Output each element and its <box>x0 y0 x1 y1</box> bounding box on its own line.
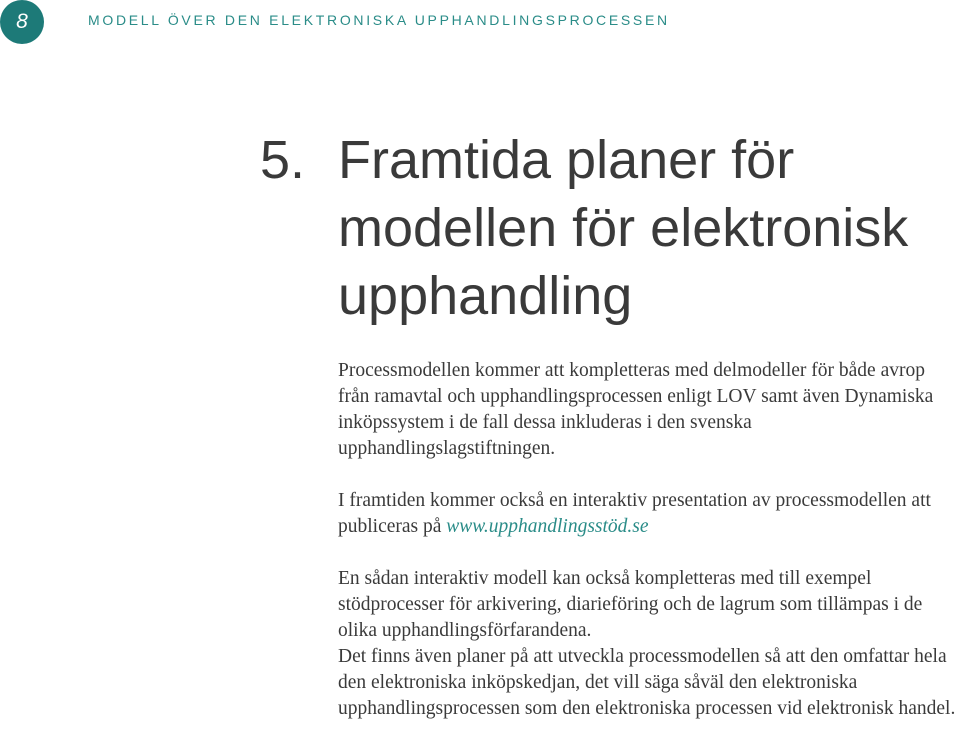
chapter-title-text-1: Framtida planer för <box>338 130 795 190</box>
paragraph-2-text: I framtiden kommer också en interaktiv presentation av processmodellen att publiceras på <box>338 490 931 537</box>
chapter-number: 5. <box>260 130 306 190</box>
paragraph-3: En sådan interaktiv modell kan också kompletteras med till exempel stödprocesser för arkivering, diarieföring och de lagrum som tillämpas i de olika upphandlingsförfarandena. <box>338 568 923 641</box>
paragraph-2 <box>338 488 960 540</box>
chapter-title <box>260 126 960 330</box>
running-header: MODELL ÖVER DEN ELEKTRONISKA UPPHANDLINGSPROCESSEN <box>88 12 670 28</box>
body-text <box>338 358 960 722</box>
website-link[interactable]: www.upphandlingsstöd.se <box>446 516 649 537</box>
chapter-title-line-2: modellen för elektronisk <box>338 198 909 258</box>
page-number: 8 <box>16 10 28 33</box>
chapter-title-line-3: upphandling <box>338 266 633 326</box>
page-number-badge <box>0 0 44 44</box>
paragraph-1: Processmodellen kommer att kompletteras med delmodeller för både avrop från ramavtal och upphandlingsprocessen enligt LOV samt även Dynamiska inköpssystem i de fall dessa inkluderas i den svenska upphandlingslagstiftningen. <box>338 360 934 459</box>
paragraph-4: Det finns även planer på att utveckla processmodellen så att den omfattar hela den elektroniska inköpskedjan, det vill säga såväl den elektroniska upphandlingsprocessen som den elektroniska processen vid elektronisk handel. <box>338 646 956 719</box>
chapter-title-line-1 <box>260 126 960 194</box>
